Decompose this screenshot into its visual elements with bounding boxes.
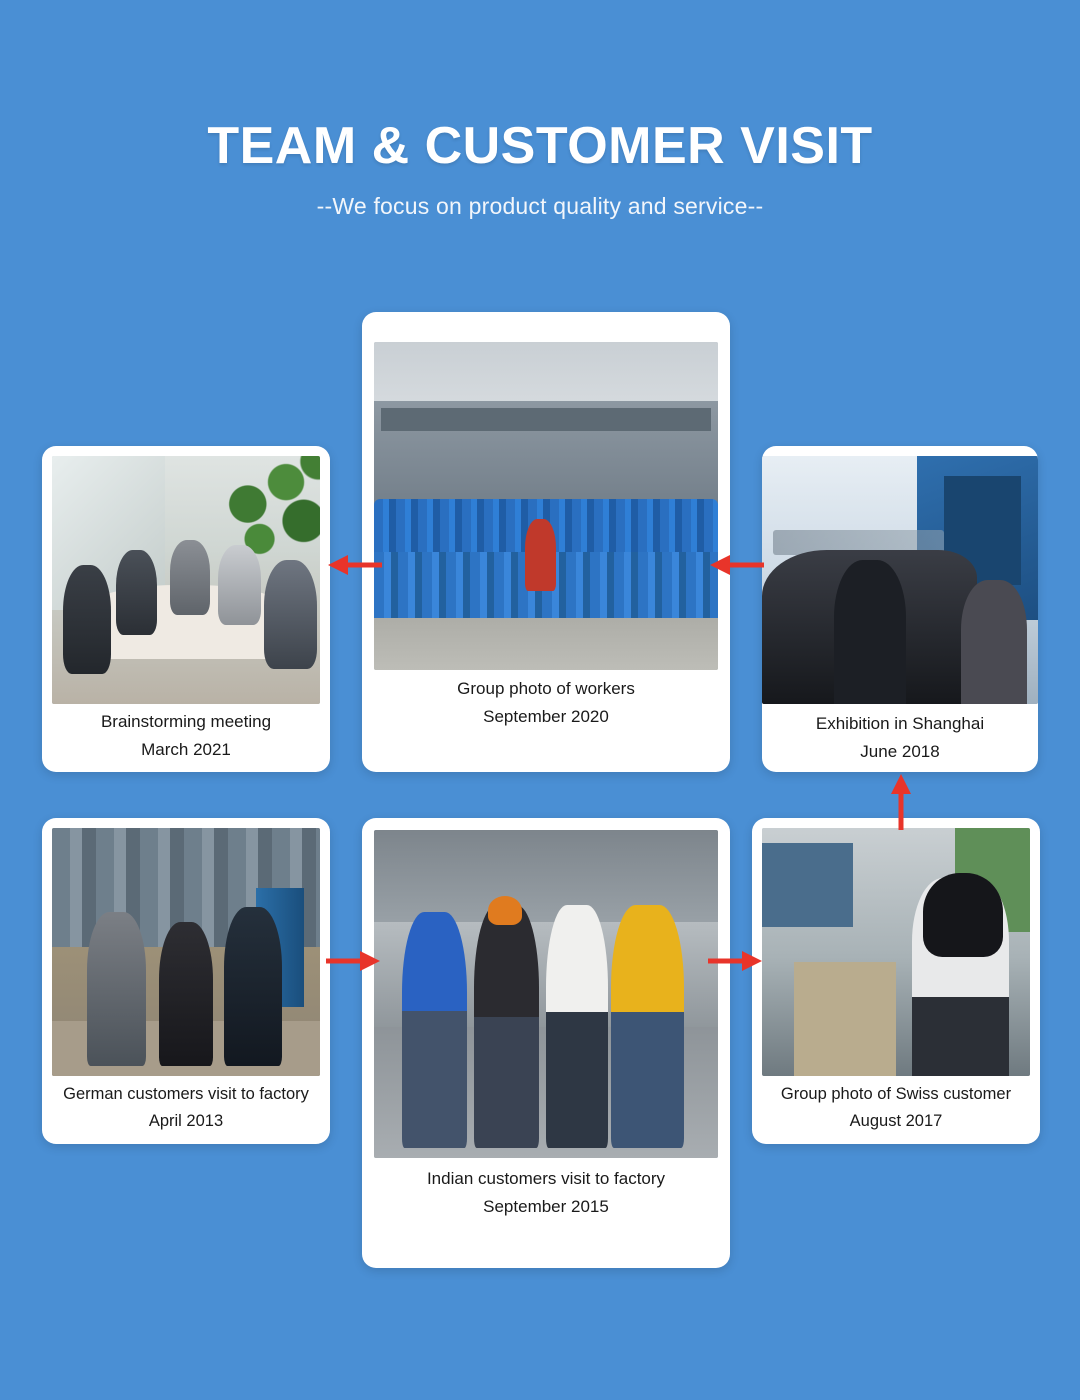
arrow-swiss-to-exhibition [884, 772, 918, 832]
caption-exhibition-shanghai [762, 710, 1038, 766]
caption-indian-customers-visit [362, 1165, 730, 1221]
caption-group-workers [362, 675, 730, 731]
arrow-german-to-indian [324, 944, 382, 978]
photo-indian-customers-visit [374, 830, 718, 1158]
caption-line-2: August 2017 [849, 1112, 943, 1131]
card-brainstorming-meeting[interactable] [42, 446, 330, 772]
photo-brainstorming-meeting [52, 456, 320, 704]
caption-line-1: Indian customers visit to factory [426, 1169, 666, 1188]
caption-line-1: Group photo of Swiss customer [780, 1085, 1012, 1103]
photo-group-workers [374, 342, 718, 670]
photo-exhibition-shanghai [762, 456, 1038, 704]
page-title: TEAM & CUSTOMER VISIT [207, 117, 873, 175]
caption-line-2: June 2018 [860, 742, 940, 762]
page-subtitle: --We focus on product quality and service-- [316, 193, 764, 220]
caption-line-2: April 2013 [148, 1112, 224, 1131]
page-header [0, 118, 1080, 220]
caption-line-1: Group photo of workers [457, 679, 635, 698]
arrow-exhibition-to-workers [708, 548, 766, 582]
arrow-indian-to-swiss [706, 944, 764, 978]
card-indian-customers-visit[interactable] [362, 818, 730, 1268]
caption-line-1: Exhibition in Shanghai [815, 714, 985, 733]
caption-line-1: Brainstorming meeting [100, 712, 272, 731]
card-exhibition-shanghai[interactable] [762, 446, 1038, 772]
caption-line-2: September 2015 [483, 1197, 609, 1217]
card-german-customers-visit[interactable] [42, 818, 330, 1144]
photo-german-customers-visit [52, 828, 320, 1076]
caption-brainstorming-meeting [42, 708, 330, 764]
card-swiss-customer-photo[interactable] [752, 818, 1040, 1144]
caption-swiss-customer [752, 1081, 1040, 1135]
caption-line-1: German customers visit to factory [63, 1085, 309, 1103]
card-group-photo-workers[interactable] [362, 312, 730, 772]
caption-line-2: September 2020 [483, 707, 609, 727]
caption-german-customers-visit [42, 1081, 330, 1135]
photo-swiss-customer [762, 828, 1030, 1076]
caption-line-2: March 2021 [141, 740, 231, 760]
arrow-workers-to-brainstorm [326, 548, 384, 582]
